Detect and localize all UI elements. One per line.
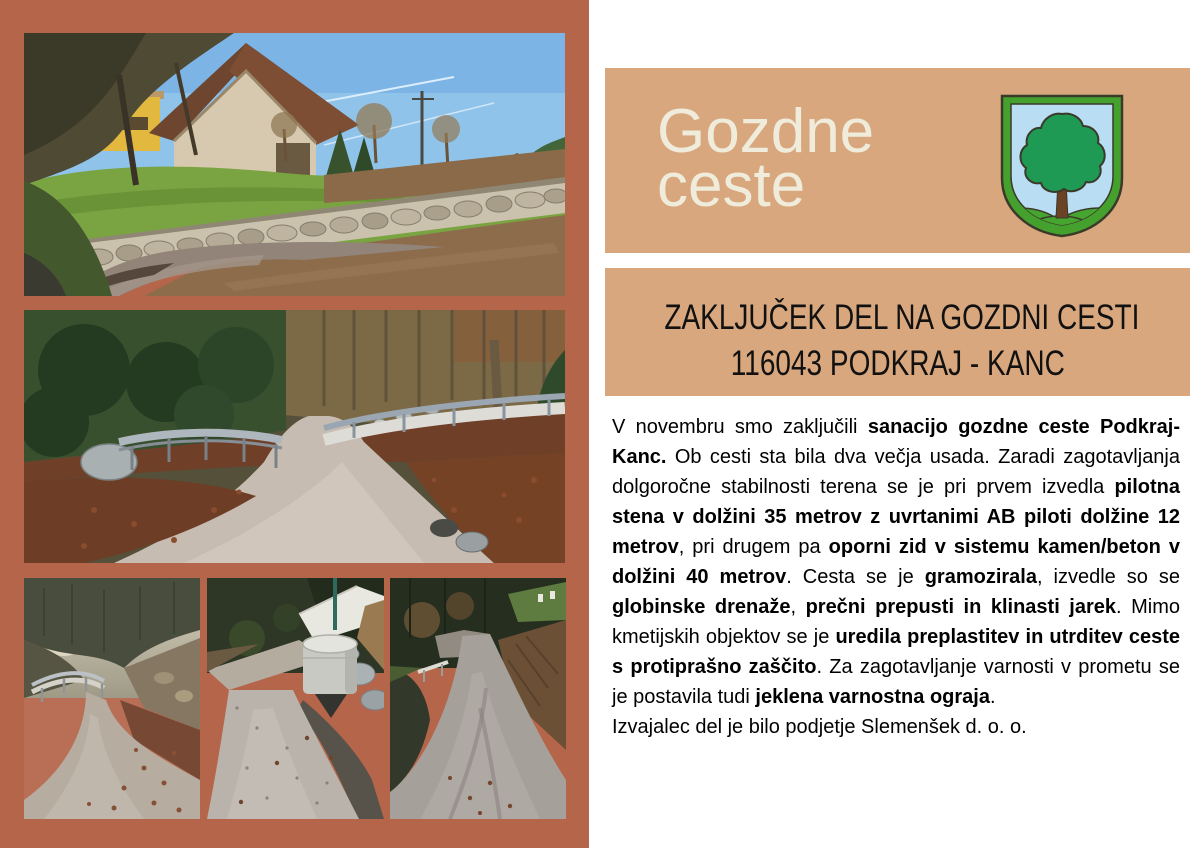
bold-text-run: gramozirala xyxy=(924,566,1037,588)
text-run: , pri drugem pa xyxy=(678,536,829,558)
bold-text-run: uredila preplastitev in utrditev ceste s protiprašno zaščito xyxy=(612,626,1180,678)
photo-farm-retaining-wall-graphic xyxy=(24,33,565,296)
text-run: . Za zagotavljanje varnosti v prometu se je postavila tudi xyxy=(612,656,1180,708)
bold-text-run: jeklena varnostna ograja xyxy=(755,686,990,708)
photo-culvert xyxy=(207,578,384,819)
text-run: , izvedle so se xyxy=(1036,566,1181,588)
masthead-title xyxy=(657,97,875,220)
text-run: , xyxy=(790,596,806,618)
photo-guardrail-forest-road-graphic xyxy=(24,310,565,563)
text-run: Ob cesti sta bila dva večja usada. Zaradi zagotavljanja dolgoročne stabilnosti terena se je pri prvem izvedla xyxy=(612,446,1180,498)
coat-of-arms xyxy=(997,92,1127,240)
photo-culvert-graphic xyxy=(207,578,384,819)
article-body xyxy=(612,412,1180,742)
bold-text-run: globinske drenaže xyxy=(612,596,791,618)
bold-text-run: oporni zid v sistemu kamen/beton v dolžini 40 metrov xyxy=(612,536,1180,588)
masthead-title-line2: ceste xyxy=(657,151,806,220)
text-run: . Cesta se je xyxy=(786,566,925,588)
article-title-box xyxy=(605,268,1190,396)
masthead-title-line1: Gozdne xyxy=(657,97,875,166)
article-title-line2 xyxy=(605,341,1190,387)
bold-text-run: prečni prepusti in klinasti jarek xyxy=(805,596,1117,618)
article-paragraph-main xyxy=(612,412,1180,712)
photo-uphill-curve-graphic xyxy=(390,578,566,819)
masthead xyxy=(605,68,1190,253)
article-paragraph-contractor: Izvajalec del je bilo podjetje Slemenšek d. o. o. xyxy=(612,716,1027,738)
text-run: . xyxy=(989,686,996,708)
text-run: V novembru smo zaključili xyxy=(612,416,868,438)
bold-text-run: pilotna stena v dolžini 35 metrov z uvrtanimi AB piloti dolžine 12 metrov xyxy=(612,476,1180,558)
article-title-line1 xyxy=(605,295,1190,341)
text-run: . Mimo kmetijskih objektov se je xyxy=(612,596,1180,648)
photo-guardrail-forest-road xyxy=(24,310,565,563)
article-title-line1-text: ZAKLJUČEK DEL NA GOZDNI CESTI xyxy=(664,298,1140,337)
article-title-line2-text: 116043 PODKRAJ - KANC xyxy=(730,344,1065,383)
photo-misty-curve-graphic xyxy=(24,578,200,819)
photo-misty-curve xyxy=(24,578,200,819)
photo-farm-retaining-wall xyxy=(24,33,565,296)
bold-text-run: sanacijo gozdne ceste Podkraj-Kanc. xyxy=(612,416,1181,468)
photo-panel xyxy=(0,0,589,848)
photo-uphill-curve xyxy=(390,578,566,819)
coat-of-arms-graphic xyxy=(997,92,1127,240)
